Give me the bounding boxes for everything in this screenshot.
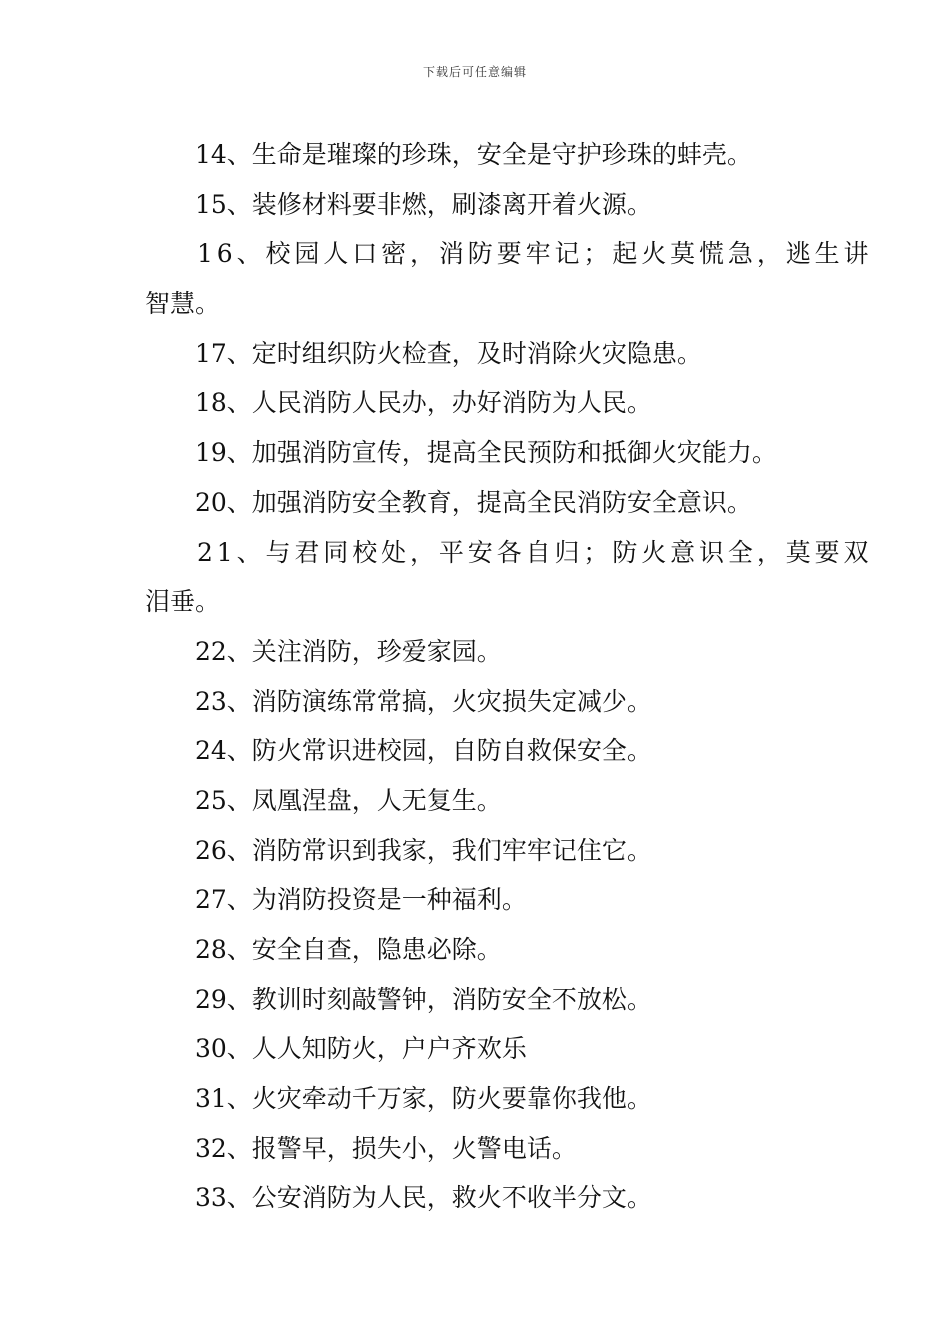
slogan-line: 19、加强消防宣传，提高全民预防和抵御火灾能力。 (195, 438, 777, 468)
slogan-line: 16、校园人口密，消防要牢记；起火莫慌急，逃生讲 (197, 239, 873, 269)
slogan-line: 27、为消防投资是一种福利。 (195, 885, 527, 915)
slogan-line: 14、生命是璀璨的珍珠，安全是守护珍珠的蚌壳。 (195, 140, 752, 169)
slogan-line-continuation: 智慧。 (145, 289, 221, 319)
slogan-line: 31、火灾牵动千万家，防火要靠你我他。 (195, 1084, 652, 1114)
slogan-line: 26、消防常识到我家，我们牢牢记住它。 (195, 835, 652, 865)
slogan-line: 17、定时组织防火检查，及时消除火灾隐患。 (195, 338, 702, 368)
slogan-line: 29、教训时刻敲警钟，消防安全不放松。 (195, 984, 652, 1014)
slogan-line: 32、报警早，损失小，火警电话。 (195, 1133, 577, 1163)
slogan-line: 24、防火常识进校园，自防自救保安全。 (195, 736, 652, 766)
slogan-line: 21、与君同校处，平安各自归；防火意识全，莫要双 (197, 537, 873, 567)
slogan-line-continuation: 泪垂。 (145, 587, 221, 617)
page-header: 下载后可任意编辑 (422, 65, 527, 79)
slogan-list (145, 130, 873, 1223)
slogan-line: 20、加强消防安全教育，提高全民消防安全意识。 (195, 487, 752, 517)
slogan-line: 30、人人知防火，户户齐欢乐 (195, 1034, 527, 1064)
slogan-line: 33、公安消防为人民，救火不收半分文。 (195, 1183, 652, 1213)
slogan-line: 28、安全自查，隐患必除。 (195, 935, 502, 964)
slogan-line: 25、凤凰涅盘，人无复生。 (195, 785, 502, 815)
slogan-line: 23、消防演练常常搞，火灾损失定减少。 (195, 686, 652, 716)
slogan-line: 15、装修材料要非燃，刷漆离开着火源。 (195, 189, 652, 219)
slogan-line: 18、人民消防人民办，办好消防为人民。 (195, 388, 652, 418)
slogan-line: 22、关注消防，珍爱家园。 (195, 636, 502, 666)
